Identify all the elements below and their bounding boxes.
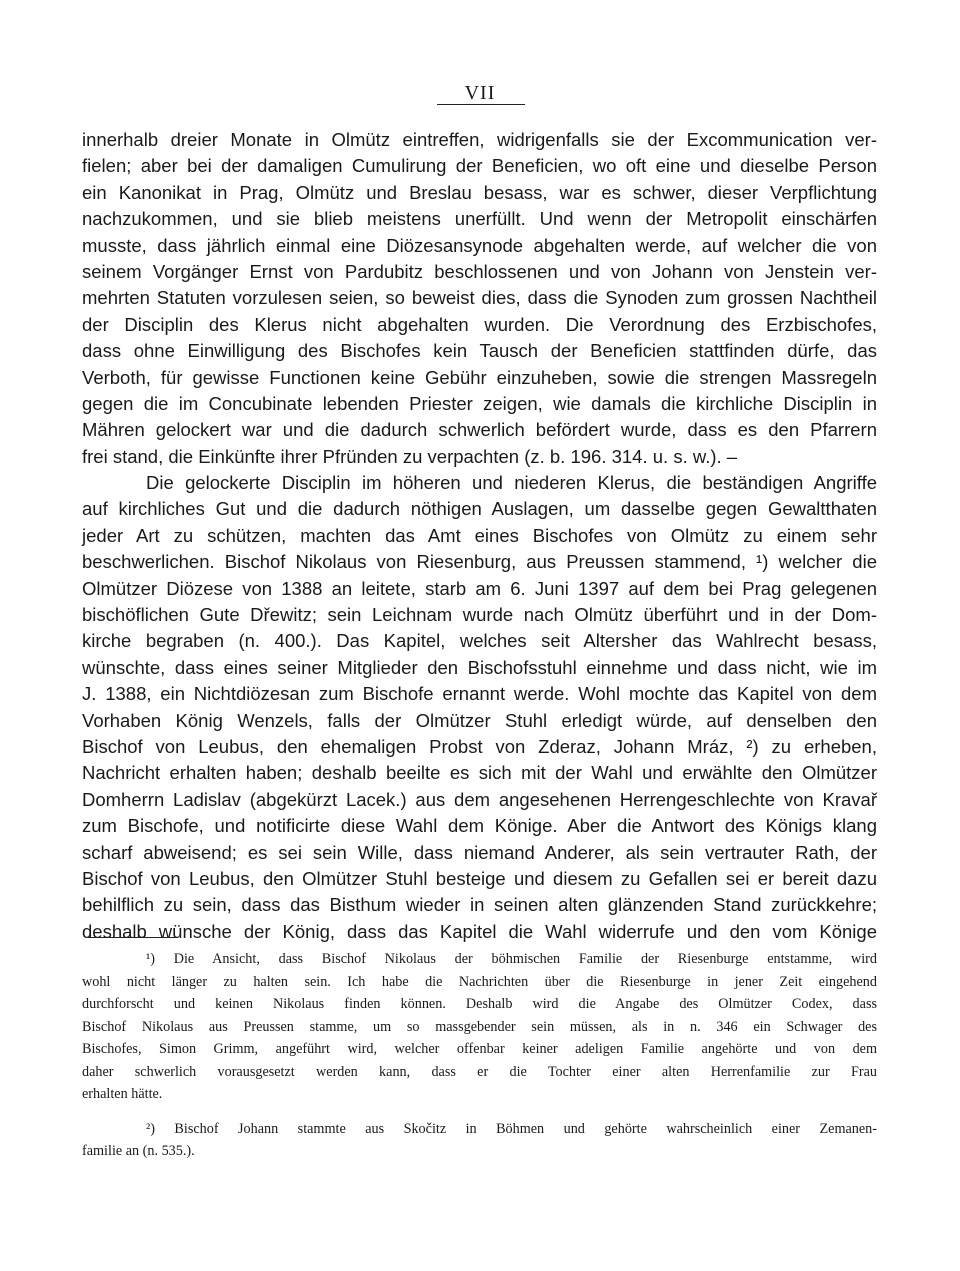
- main-text: [82, 127, 877, 945]
- body-line: Verboth, für gewisse Functionen keine Gebühr einzuheben, sowie die strengen Massregeln: [82, 366, 877, 388]
- body-line: dass ohne Einwilligung des Bischofes kein Tausch der Beneficien stattfinden dürfe, das: [82, 340, 877, 362]
- footnote-line: erhalten hätte.: [82, 1086, 163, 1102]
- body-line: Olmützer Diözese von 1388 an leitete, starb am 6. Juni 1397 auf dem bei Prag gelegenen: [82, 577, 877, 599]
- footnote-rule: [88, 937, 176, 938]
- body-line: Bischof von Leubus, den ehemaligen Probst von Zderaz, Johann Mráz, ²) zu erheben,: [82, 735, 877, 757]
- body-line: kirche begraben (n. 400.). Das Kapitel, welches seit Altersher das Wahlrecht besass,: [82, 630, 877, 652]
- body-line: musste, dass jährlich einmal eine Diözesansynode abgehalten werde, auf welcher die von: [82, 234, 877, 256]
- footnote-line: familie an (n. 535.).: [82, 1143, 195, 1159]
- page-number: VII: [464, 82, 496, 104]
- body-line: nachzukommen, und sie blieb meistens unerfüllt. Und wenn der Metropolit einschärfen: [82, 208, 877, 230]
- body-line: J. 1388, ein Nichtdiözesan zum Bischofe ernannt werde. Wohl mochte das Kapitel von dem: [82, 683, 877, 705]
- body-line: innerhalb dreier Monate in Olmütz eintreffen, widrigenfalls sie der Excommunication ver-: [82, 129, 877, 150]
- footnote-line: wohl nicht länger zu halten sein. Ich habe die Nachrichten über die Riesenburge in jener Zeit eingehend: [82, 973, 877, 990]
- body-line: frei stand, die Einkünfte ihrer Pfründen zu verpachten (z. b. 196. 314. u. s. w.). –: [82, 445, 738, 467]
- body-line: beschwerlichen. Bischof Nikolaus von Riesenburg, aus Preussen stammend, ¹) welcher die: [82, 551, 877, 573]
- body-line: behilflich zu sein, dass das Bisthum wieder in seinen alten glänzenden Stand zurückkehre;: [82, 894, 877, 916]
- body-line: Bischof von Leubus, den Olmützer Stuhl besteige und diesem zu Gefallen sei er bereit dazu: [82, 867, 877, 889]
- body-line: Nachricht erhalten haben; deshalb beeilte es sich mit der Wahl und erwählte den Olmützer: [82, 762, 877, 784]
- body-line: Vorhaben König Wenzels, falls der Olmützer Stuhl erledigt würde, auf denselben den: [82, 709, 877, 731]
- body-line: fielen; aber bei der damaligen Cumulirung der Beneficien, wo oft eine und dieselbe Person: [82, 155, 877, 177]
- page-number-rule: [437, 104, 525, 105]
- footnote-line: Bischofes, Simon Grimm, angeführt wird, welcher offenbar keiner adeligen Familie angehörte und von dem: [82, 1041, 877, 1057]
- footnote-line: Bischof Nikolaus aus Preussen stamme, um so massgebender sein müssen, als in n. 346 ein Schwager des: [82, 1018, 877, 1035]
- body-line: bischöflichen Gute Dřewitz; sein Leichnam wurde nach Olmütz überführt und in der Dom-: [82, 604, 877, 626]
- body-line: auf kirchliches Gut und die dadurch nöthigen Auslagen, um dasselbe gegen Gewaltthaten: [82, 498, 877, 520]
- body-line: der Disciplin des Klerus nicht abgehalten wurden. Die Verordnung des Erzbischofes,: [82, 313, 877, 335]
- body-line: seinem Vorgänger Ernst von Pardubitz beschlossenen und von Johann von Jenstein ver-: [82, 260, 877, 282]
- body-line: mehrten Statuten vorzulesen seien, so beweist dies, dass die Synoden zum grossen Nachtheil: [82, 287, 877, 309]
- body-line: ein Kanonikat in Prag, Olmütz und Breslau besass, war es schwer, dieser Verpflichtung: [82, 181, 877, 203]
- footnotes: [82, 948, 877, 1163]
- footnote-line: daher schwerlich vorausgesetzt werden kann, dass er die Tochter einer alten Herrenfamilie zur Frau: [82, 1063, 877, 1080]
- footnote-line: ¹) Die Ansicht, dass Bischof Nikolaus der böhmischen Familie der Riesenburge entstamme, wird: [146, 951, 877, 967]
- body-line: deshalb wünsche der König, dass das Kapitel die Wahl widerrufe und den vom Könige: [82, 920, 877, 942]
- body-line: gegen die im Concubinate lebenden Priester zeigen, wie damals die kirchliche Disciplin in: [82, 392, 877, 414]
- body-line: wünschte, dass eines seiner Mitglieder den Bischofsstuhl einnehme und dass nicht, wie im: [82, 656, 877, 678]
- footnote-2: [82, 1118, 877, 1163]
- body-line: jeder Art zu schützen, machten das Amt eines Bischofes von Olmütz zu einem sehr: [82, 524, 877, 546]
- body-line: Mähren gelockert war und die dadurch schwerlich befördert wurde, dass es den Pfarrern: [82, 419, 877, 441]
- footnote-line: ²) Bischof Johann stammte aus Skočitz in Böhmen und gehörte wahrscheinlich einer Zemanen-: [146, 1120, 877, 1137]
- footnote-1: [82, 948, 877, 1106]
- body-line: Domherrn Ladislav (abgekürzt Lacek.) aus dem angesehenen Herrengeschlechte von Kravař: [82, 788, 877, 810]
- footnote-line: durchforscht und keinen Nikolaus finden können. Deshalb wird die Angabe des Olmützer Codex, dass: [82, 996, 877, 1012]
- paragraph-start-line: Die gelockerte Disciplin im höheren und niederen Klerus, die beständigen Angriffe: [146, 472, 877, 494]
- body-line: scharf abweisend; es sei sein Wille, dass niemand Anderer, als sein vertrauter Rath, der: [82, 841, 877, 863]
- body-line: zum Bischofe, und notificirte diese Wahl dem Könige. Aber die Antwort des Königs klang: [82, 815, 877, 837]
